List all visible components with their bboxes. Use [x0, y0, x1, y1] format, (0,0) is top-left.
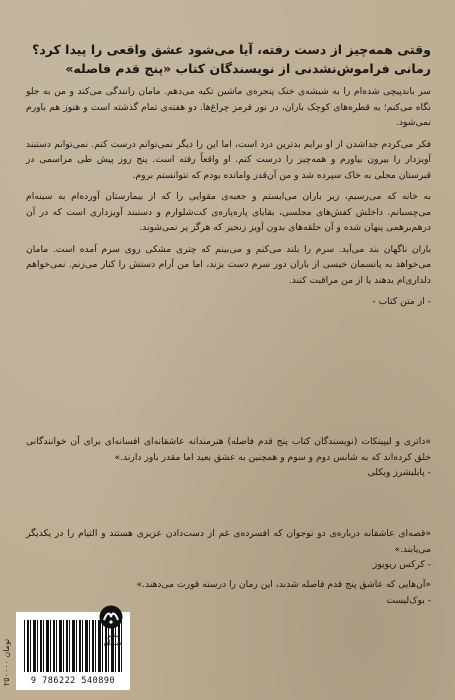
book-excerpt — [26, 84, 431, 310]
review-attribution: - کرکس ریویوز — [372, 559, 431, 570]
excerpt-source: - از متن کتاب - — [372, 296, 431, 307]
publisher-logo-icon — [98, 604, 124, 630]
barcode-area — [2, 604, 142, 690]
headline-line-2: رمانی فراموش‌نشدنی از نویسندگان کتاب «پنج قدم فاصله» — [65, 61, 431, 76]
barcode-number: 9 786222 540890 — [30, 676, 116, 686]
headline — [26, 40, 431, 78]
headline-line-1: وقتی همه‌چیز از دست رفته، آیا می‌شود عشق واقعی را پیدا کرد؟ — [32, 42, 431, 57]
excerpt-paragraph: سر باندپیچی شده‌ام را به شیشه‌ی خنک پنجره‌ی ماشین تکیه می‌دهم. مامان رانندگی می‌کند و من به جلو نگاه می‌کنم؛ به قطره‌های کوچک باران، در نور قرمز چراغ‌ها. دو هفته‌ی تمام گذشته است و هنوز هم باورم نمی‌شود. — [26, 86, 431, 128]
review-quote-text: «داتری و لیپینکات (نویسندگان کتاب پنج قدم فاصله) هنرمندانه عاشقانه‌ای افسانه‌ای برای آن خوانندگانی خلق کرده‌اند که به شانس دوم و سوم و همچنین به عشق بعید اما مقدر باور دارند.» — [26, 436, 431, 463]
excerpt-paragraph: فکر می‌کردم جداشدن از او برایم بدترین درد است، اما این را دیگر نمی‌توانم درست کنم. نمی‌توانم دستبند آویزدار را بیرون بیاورم و همه‌چیز را درست کنم. او واقعاً رفته است. پنج روز پیش طی مراسمی در قبرستان محلی به خاک سپرده شد و من آن‌قدر وامانده بودم که نتوانستم بروم. — [26, 138, 431, 181]
review-attribution: - بوک‌لیست — [386, 594, 431, 606]
publisher-name: نشر میلکان — [103, 631, 123, 647]
review-attribution: - پابلیشرز ویکلی — [367, 467, 431, 478]
review-quote-text: «قصه‌ای عاشقانه درباره‌ی دو نوجوان که افسرده‌ی غم از دست‌دادن عزیزی هستند و التیام را در یکدیگر می‌یابند.» — [26, 528, 431, 555]
excerpt-paragraph: به خانه که می‌رسیم، زیر باران می‌ایستم و جعبه‌ی مقوایی را که از بیمارستان آورده‌ام به سینه‌ام می‌چسبانم. داخلش کفش‌های مجلسی، بقایای پاره‌پاره‌ی کت‌شلوارم و دستبند آویزداری است که در آن درهم‌برهمی پنهان شده و آن حلقه‌های بدون آویز زنجیر که هرگز پر نمی‌شوند. — [26, 191, 431, 233]
review-quote-text: «آن‌هایی که عاشق پنج قدم فاصله شدند، این رمان را درسته قورت می‌دهند.» — [136, 579, 431, 590]
price-label: ۲۵۰۰۰۰ تومان — [2, 638, 11, 686]
review-quote — [26, 434, 431, 481]
excerpt-paragraph: باران ناگهان بند می‌آید. سرم را بلند می‌کنم و می‌بینم که چتری مشکی روی سرم آمده است. مامان می‌خواهد به پانسمان خیسی از باران دور سرم دست بزند، اما من آرام دستش را کنار می‌زنم. نمی‌خواهم دلداری‌ام بدهند یا از من مراقبت کنند. — [26, 243, 431, 286]
review-quote — [26, 526, 431, 573]
